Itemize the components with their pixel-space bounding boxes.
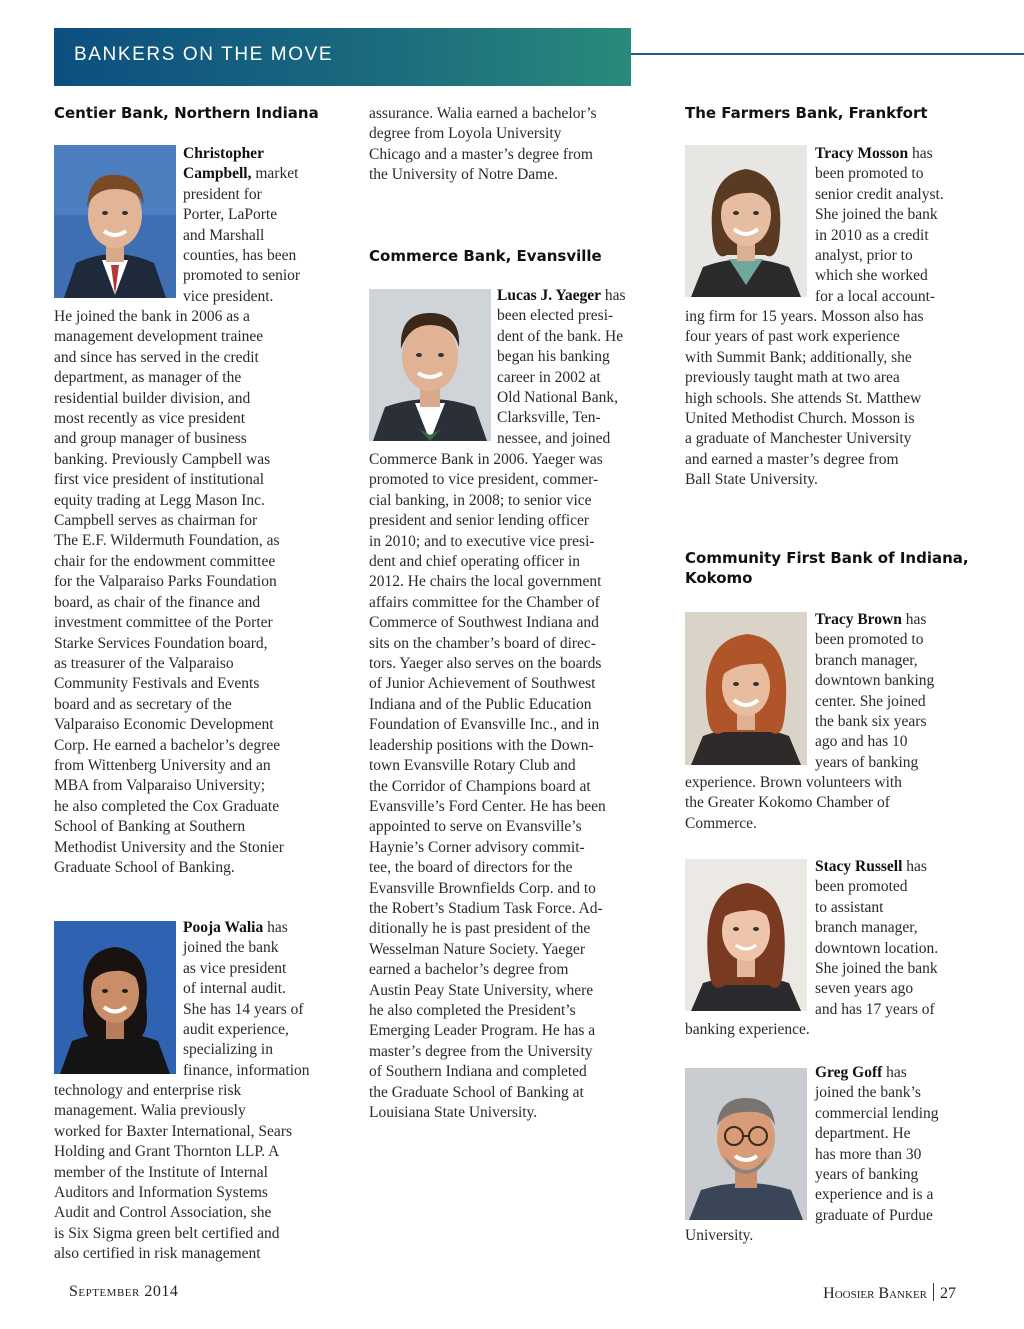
text-line: promoted to vice president, commer- xyxy=(369,471,599,489)
section-banner xyxy=(54,28,631,86)
text-line: and since has served in the credit xyxy=(54,348,259,366)
text-line: specializing in xyxy=(183,1041,273,1059)
text-line: management development trainee xyxy=(54,328,264,346)
text-line: been promoted xyxy=(815,878,908,896)
text-line: and has 17 years of xyxy=(815,1000,935,1018)
text-line: has xyxy=(906,858,927,875)
section-heading-line: Community First Bank of Indiana, xyxy=(685,549,969,567)
text-line: joined the bank’s xyxy=(815,1084,921,1102)
walia-bio-continued xyxy=(369,104,597,186)
text-line: master’s degree from the University xyxy=(369,1042,593,1060)
section-heading-centier: Centier Bank, Northern Indiana xyxy=(54,104,319,122)
text-line: counties, has been xyxy=(183,247,297,265)
text-line: town Evansville Rotary Club and xyxy=(369,757,576,775)
text-line: vice president. xyxy=(183,287,274,305)
text-line: as treasurer of the Valparaiso xyxy=(54,654,234,672)
portrait-brown xyxy=(685,612,807,765)
text-line: School of Banking at Southern xyxy=(54,818,246,836)
text-line: Foundation of Evansville Inc., and in xyxy=(369,716,600,734)
text-line: president for xyxy=(183,185,262,203)
text-line: MBA from Valparaiso University; xyxy=(54,777,266,795)
text-line: Chicago and a master’s degree from xyxy=(369,145,593,163)
text-line: has xyxy=(267,919,288,936)
folio xyxy=(823,1283,956,1303)
text-line: high schools. She attends St. Matthew xyxy=(685,389,922,407)
text-line: for the Valparaiso Parks Foundation xyxy=(54,573,277,591)
brown-name: Tracy Brown xyxy=(815,611,902,628)
text-line: worked for Baxter International, Sears xyxy=(54,1122,293,1140)
text-line: Evansville’s Ford Center. He has been xyxy=(369,797,606,815)
text-line: downtown location. xyxy=(815,939,939,957)
mosson-name: Tracy Mosson xyxy=(815,145,909,162)
text-line: sits on the chamber’s board of direc- xyxy=(369,634,596,652)
text-line: began his banking xyxy=(497,348,610,366)
text-line: Emerging Leader Program. He has a xyxy=(369,1022,596,1040)
text-line: years of banking xyxy=(815,1166,919,1184)
text-line: branch manager, xyxy=(815,651,918,669)
text-line: president and senior lending officer xyxy=(369,512,590,530)
portrait-mosson xyxy=(685,145,807,297)
text-line: in 2010; and to executive vice presi- xyxy=(369,532,595,550)
text-line: experience. Brown volunteers with xyxy=(685,774,902,791)
text-line: in 2010 as a credit xyxy=(815,226,929,244)
text-line: department, as manager of the xyxy=(54,369,242,387)
portrait-campbell xyxy=(54,145,176,298)
text-line: joined the bank xyxy=(183,939,279,957)
text-line: chair for the endowment committee xyxy=(54,552,276,570)
text-line: for a local account- xyxy=(815,287,936,305)
text-line: investment committee of the Porter xyxy=(54,614,273,632)
text-line: University. xyxy=(685,1227,754,1244)
text-line: cial banking, in 2008; to senior vice xyxy=(369,491,592,509)
text-line: nessee, and joined xyxy=(497,429,611,447)
text-line: he also completed the President’s xyxy=(369,1001,576,1019)
text-line: he also completed the Cox Graduate xyxy=(54,797,280,815)
text-line: the bank six years xyxy=(815,713,927,731)
goff-name: Greg Goff xyxy=(815,1064,883,1081)
text-line: first vice president of institutional xyxy=(54,471,265,489)
text-line: Indiana and of the Public Education xyxy=(369,695,592,713)
portrait-russell xyxy=(685,859,807,1011)
text-line: leadership positions with the Down- xyxy=(369,736,594,754)
text-line: department. He xyxy=(815,1125,911,1143)
walia-bio xyxy=(54,1081,292,1265)
text-line: the University of Notre Dame. xyxy=(369,166,558,184)
text-line: Louisiana State University. xyxy=(369,1104,538,1121)
text-line: Clarksville, Ten- xyxy=(497,409,601,427)
text-line: of Junior Achievement of Southwest xyxy=(369,675,596,693)
page-number: 27 xyxy=(940,1285,956,1302)
text-line: degree from Loyola University xyxy=(369,125,562,143)
text-line: banking. Previously Campbell was xyxy=(54,450,271,468)
text-line: dent of the bank. He xyxy=(497,327,624,345)
text-line: has xyxy=(905,611,927,628)
text-line: Austin Peay State University, where xyxy=(369,981,594,999)
text-line: ing firm for 15 years. Mosson also has xyxy=(685,308,924,325)
text-line: Ball State University. xyxy=(685,471,818,489)
portrait-goff xyxy=(685,1068,807,1220)
brown-bio xyxy=(685,773,902,834)
section-heading-line: Kokomo xyxy=(685,569,753,587)
text-line: Methodist University and the Stonier xyxy=(54,838,284,856)
text-line: Graduate School of Banking. xyxy=(54,858,235,876)
text-line: management. Walia previously xyxy=(54,1102,246,1120)
text-line: Auditors and Information Systems xyxy=(54,1184,268,1202)
text-line: has xyxy=(886,1064,907,1081)
text-line: Porter, LaPorte xyxy=(183,206,278,224)
text-line: promoted to senior xyxy=(183,267,301,285)
text-line: to assistant xyxy=(815,898,884,916)
text-line: market xyxy=(255,165,299,183)
campbell-name-1: Christopher xyxy=(183,145,264,162)
folio-divider xyxy=(933,1283,934,1301)
text-line: of Southern Indiana and completed xyxy=(369,1063,587,1081)
text-line: the Graduate School of Banking at xyxy=(369,1083,584,1101)
text-line: She joined the bank xyxy=(815,960,938,978)
text-line: earned a bachelor’s degree from xyxy=(369,961,569,979)
text-line: Valparaiso Economic Development xyxy=(54,716,274,734)
walia-bio-wrap xyxy=(183,918,310,1081)
text-line: been promoted to xyxy=(815,631,924,649)
text-line: assurance. Walia earned a bachelor’s xyxy=(369,105,597,122)
walia-name: Pooja Walia xyxy=(183,919,264,936)
section-heading-commerce: Commerce Bank, Evansville xyxy=(369,247,602,265)
text-line: Haynie’s Corner advisory commit- xyxy=(369,838,585,856)
text-line: technology and enterprise risk xyxy=(54,1082,242,1099)
text-line: the Corridor of Champions board at xyxy=(369,777,591,795)
text-line: senior credit analyst. xyxy=(815,185,944,203)
text-line: most recently as vice president xyxy=(54,410,246,428)
text-line: Holding and Grant Thornton LLP. A xyxy=(54,1143,280,1161)
text-line: the Greater Kokomo Chamber of xyxy=(685,794,890,812)
publication-name: Hoosier Banker xyxy=(823,1285,927,1302)
text-line: Community Festivals and Events xyxy=(54,675,260,693)
text-line: board and as secretary of the xyxy=(54,695,232,713)
text-line: tors. Yaeger also serves on the boards xyxy=(369,655,602,673)
text-line: affairs committee for the Chamber of xyxy=(369,593,600,611)
campbell-bio-wrap xyxy=(183,144,300,307)
text-line: Campbell serves as chairman for xyxy=(54,512,258,530)
text-line: commercial lending xyxy=(815,1104,939,1122)
text-line: previously taught math at two area xyxy=(685,369,900,387)
text-line: branch manager, xyxy=(815,919,918,937)
text-line: been elected presi- xyxy=(497,307,614,325)
text-line: has xyxy=(604,287,626,304)
text-line: member of the Institute of Internal xyxy=(54,1163,268,1181)
text-line: 2012. He chairs the local government xyxy=(369,573,602,591)
text-line: and group manager of business xyxy=(54,430,247,448)
text-line: Commerce. xyxy=(685,814,757,832)
text-line: years of banking xyxy=(815,753,919,771)
text-line: Old National Bank, xyxy=(497,389,618,407)
text-line: ditionally he is past president of the xyxy=(369,920,591,938)
text-line: graduate of Purdue xyxy=(815,1206,933,1224)
header-rule xyxy=(630,53,1024,55)
text-line: Corp. He earned a bachelor’s degree xyxy=(54,736,281,754)
text-line: a graduate of Manchester University xyxy=(685,430,912,448)
text-line: appointed to serve on Evansville’s xyxy=(369,818,582,836)
text-line: finance, information xyxy=(183,1061,310,1079)
section-heading-farmers: The Farmers Bank, Frankfort xyxy=(685,104,928,122)
portrait-walia xyxy=(54,921,176,1074)
text-line: audit experience, xyxy=(183,1021,289,1039)
section-heading-community-first xyxy=(685,548,969,588)
text-line: Commerce Bank in 2006. Yaeger was xyxy=(369,451,603,468)
text-line: tee, the board of directors for the xyxy=(369,859,573,877)
brown-bio-wrap xyxy=(815,610,934,773)
text-line: The E.F. Wildermuth Foundation, as xyxy=(54,532,280,550)
text-line: Commerce of Southwest Indiana and xyxy=(369,614,599,632)
text-line: board, as chair of the finance and xyxy=(54,593,261,611)
text-line: with Summit Bank; additionally, she xyxy=(685,348,912,366)
text-line: four years of past work experience xyxy=(685,328,900,346)
text-line: and Marshall xyxy=(183,226,265,244)
campbell-name: Campbell, xyxy=(183,165,252,183)
text-line: Starke Services Foundation board, xyxy=(54,634,268,652)
mosson-bio-wrap xyxy=(815,144,944,307)
yaeger-bio-wrap xyxy=(497,286,626,449)
campbell-bio xyxy=(54,307,284,878)
text-line: and earned a master’s degree from xyxy=(685,450,899,468)
text-line: Audit and Control Association, she xyxy=(54,1204,272,1222)
text-line: He joined the bank in 2006 as a xyxy=(54,308,250,325)
text-line: analyst, prior to xyxy=(815,247,913,265)
text-line: the Robert’s Stadium Task Force. Ad- xyxy=(369,899,603,917)
mosson-bio xyxy=(685,307,924,491)
text-line: ago and has 10 xyxy=(815,733,908,751)
text-line: has more than 30 xyxy=(815,1145,922,1163)
text-line: equity trading at Legg Mason Inc. xyxy=(54,491,265,509)
text-line: as vice president xyxy=(183,959,287,977)
text-line: dent and chief operating officer in xyxy=(369,553,581,571)
text-line: Wesselman Nature Society. Yaeger xyxy=(369,940,585,958)
text-line: residential builder division, and xyxy=(54,389,251,407)
issue-date: September 2014 xyxy=(69,1283,179,1300)
text-line: which she worked xyxy=(815,267,928,285)
yaeger-name: Lucas J. Yaeger xyxy=(497,287,602,304)
text-line: She joined the bank xyxy=(815,206,938,224)
text-line: is Six Sigma green belt certified and xyxy=(54,1224,280,1242)
text-line: center. She joined xyxy=(815,692,926,710)
text-line: experience and is a xyxy=(815,1186,934,1204)
portrait-yaeger xyxy=(369,289,491,441)
text-line: seven years ago xyxy=(815,980,914,998)
goff-bio xyxy=(685,1226,753,1246)
text-line: of internal audit. xyxy=(183,980,286,998)
text-line: United Methodist Church. Mosson is xyxy=(685,410,915,428)
goff-bio-wrap xyxy=(815,1063,939,1226)
text-line: career in 2002 at xyxy=(497,368,601,386)
section-banner-title: BANKERS ON THE MOVE xyxy=(74,44,334,65)
text-line: been promoted to xyxy=(815,165,924,183)
text-line: from Wittenberg University and an xyxy=(54,756,271,774)
text-line: Evansville Brownfields Corp. and to xyxy=(369,879,596,897)
yaeger-bio xyxy=(369,450,606,1123)
text-line: also certified in risk management xyxy=(54,1245,261,1263)
russell-bio-wrap xyxy=(815,857,938,1020)
text-line: has xyxy=(912,145,933,162)
russell-bio xyxy=(685,1020,810,1040)
text-line: banking experience. xyxy=(685,1021,810,1038)
text-line: downtown banking xyxy=(815,672,935,690)
russell-name: Stacy Russell xyxy=(815,858,903,875)
text-line: She has 14 years of xyxy=(183,1000,304,1018)
